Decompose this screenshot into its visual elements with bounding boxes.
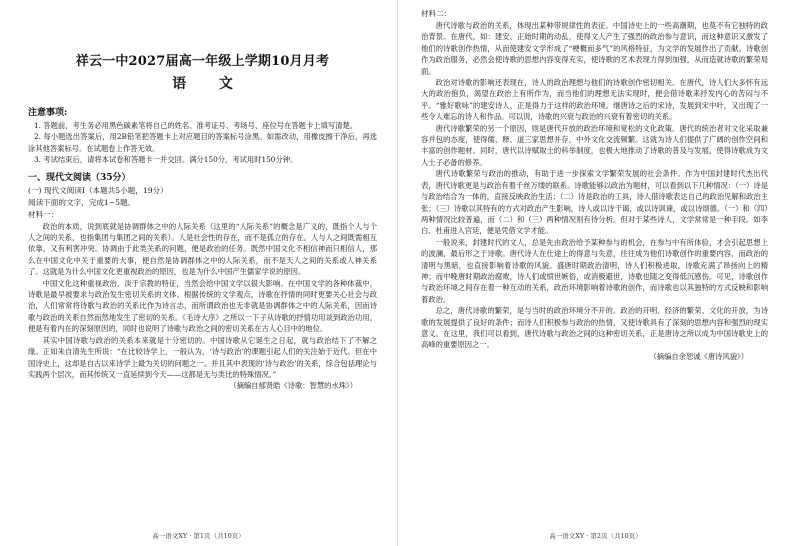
notice-block: [28, 107, 377, 166]
page-footer-right: 高一语文XY · 第2页（共10页）: [549, 532, 642, 540]
material-2-citation: （摘编自余恕诚《唐诗风貌》）: [649, 351, 748, 361]
material-1-paragraph: 其实中国诗歌与政治的关系本来就是十分密切的。中国诗歌从它诞生之日起，就与政治结下了不解之缘。正如朱自清先生所说：“在比较诗学上，一般认为，‘诗与政治’的课题引起人们的关注始于近代。但在中国诗史上，这却是自古以来诗学上最为关切的问题之一。并且其中表现的‘诗与政治’的关系，综合包括理论与实践两个层次，而其传统又一直延续到今天——这都是无与类比的特殊情况。”: [28, 335, 377, 379]
material-2-paragraph: 一般说来，封建时代的文人，总是先由政治给予某种参与的机会，在参与中有所体验，才会引起思想上的波澜，最后形之于诗歌。唐代诗人在仕途上的得意与失意，往往成为他们诗歌创作的重要内容，而政治的清明与黑暗，也直接影响着诗歌的风貌。盛唐时期政治清明，诗人们积极进取，诗歌充满了昂扬向上的精神；而中晚唐时期政治腐败，诗人们或愤世嫉俗，或消极避世，诗歌也随之变得低沉感伤。可见，诗歌创作与政治环境之间存在着一种互动的关系，政治环境影响着诗歌的创作，而诗歌也以其独特的方式反映和影响着政治。: [421, 237, 768, 304]
exam-title: 祥云一中2027届高一年级上学期10月月考: [75, 54, 330, 69]
material-2-paragraph: 总之，唐代诗歌的繁荣，是与当时的政治环境分不开的。政治的开明、经济的繁荣、文化的开放，为诗歌的发展提供了良好的条件；而诗人们积极参与政治的热情，又使诗歌具有了深刻的思想内容和强烈的现实意义。在这里，我们可以看到，唐代诗歌与政治之间的这种密切关系，正是唐诗之所以成为中国诗歌史上的高峰的重要原因之一。: [421, 306, 768, 350]
notice-item-2: 2. 每小题选出答案后，用2B铅笔把答题卡上对应题目的答案标号涂黑。如需改动，用橡皮擦干净后，再选涂其他答案标号。在试题卷上作答无效。: [28, 132, 377, 153]
material-1-citation: （摘编自郁贤皓《诗歌：智慧的水珠》）: [229, 381, 357, 391]
material-2-paragraph: 政治对诗歌的影响还表现在，诗人的政治理想与他们的诗歌创作密切相关。在唐代，诗人们大多怀有远大的政治抱负，渴望在政治上有所作为，而当他们的理想无法实现时，便会借诗歌来抒发内心的苦闷与不平。“雅好歌咏”的建安诗人，正是得力于这样的政治环境。继唐诗之后的宋诗，发展到宋中叶，又出现了一些令人难忘的诗人和作品。可以说，诗歌的兴衰与政治的兴衰有着密切的关系。: [421, 78, 768, 122]
material-1-paragraph: 政治的本质，说到底就是协调群体之中的人际关系（这里的“人际关系”的概念是广义的，既指个人与个人之间的关系，也指集团与集团之间的关系）。人是社会性的存在，而不是孤立的存在。人与人之间既需相互依靠，又有利害冲突。协调由于此类关系的问题，便是政治的任务。既然中国文化不相信神而只相信人，那么在中国文化中关于重要的大事，便自然是协调群体之中的人际关系，而不是天人之间的关系或人神关系了。这就是为什么中国文化更重视政治的原因，也是为什么中国产生儒家学说的原因。: [28, 221, 377, 277]
material-2-paragraph: 唐代诗歌繁荣与政治的推动，有助于进一步探索文学繁荣发展的社会条件。作为中国封建时代杰出代表，唐代诗歌更是与政治有着千丝万缕的联系。诗歌能够以政治为题材，可以看到以下几种情况：（一）诗是与政治结合为一体的，直接反映政治生活；（二）诗是政治的工具，诗人借诗歌表达自己的政治见解和政治主张；（三）诗歌以其特有的方式对政治产生影响，诗人或以诗干谒，或以诗讽谏，或以诗颂德。（一）和（四）两种情况比较普遍，而（二）和（三）两种情况则有待分析。但对于某些诗人，文学常常是一种手段。如李白、杜甫进入宫廷，便是凭借文学才能。: [421, 169, 768, 236]
material-2-paragraph: 唐代诗歌繁荣的另一个原因，则是唐代开放的政治环境和宽松的文化政策。唐代的统治者对文化采取兼容并包的态度，使得儒、释、道三家思想并存，中外文化交流频繁。这就为诗人们提供了广阔的创作空间和丰富的创作题材。同时，唐代以诗赋取士的科举制度，也极大地推动了诗歌的普及与发展，使得诗歌成为文人士子必备的修养。: [421, 123, 768, 167]
notice-heading: 注意事项:: [28, 108, 68, 118]
material-1-paragraph: 中国文化这种重视政治、淡于宗教的特征，当然会给中国文学以很大影响。在中国文学的各种体裁中，诗歌是最早被要求与政治发生密切关系的文体。根据传统的文学观点，诗歌在抒情的同时更要关心社会与政治，人们常常将诗歌与政治的关系比作为诗言志，而所谓政治也无非就是协调群体之中的人际关系，因而诗歌与政治的关系自然而然地发生了密切的关系。《毛诗大序》之所以一下子从诗歌的抒情功用谈到政治功用，便是有着内在的深刻原因的，同时也说明了诗歌与政治之间的密切关系在古人心目中的地位。: [28, 278, 377, 334]
exam-subject: 语 文: [172, 76, 247, 92]
subsection-heading: (一) 现代文阅读Ⅰ（本题共5小题，19分）: [28, 185, 168, 195]
notice-item-3: 3. 考试结束后，请将本试卷和答题卡一并交回。满分150分，考试用时150分钟。: [34, 155, 298, 165]
section-heading: 一、现代文阅读（35分）: [28, 172, 131, 183]
material-2-paragraph: 唐代诗歌与政治的关系，体现出某种带规律性的表征。中国诗史上的一些高潮期，也莫不有它独特的政治背景。在唐代，如：建安、正始时期的动乱，使得文人产生了强烈的政治参与意识，而这种意识又激发了他们的诗歌创作热情，从而使建安文学形成了“梗概而多气”的风格特征，为文学的发展作出了贡献。诗歌创作为政治服务，必然会使诗歌的思想内容变得充实，使诗歌的艺术表现力得到加强，从而造就诗歌的繁荣局面。: [421, 21, 768, 76]
material-1-label: 材料一：: [28, 209, 59, 219]
page-footer-left: 高一语文XY · 第1页（共10页）: [152, 532, 245, 540]
reading-instruction: 阅读下面的文字，完成1~5题。: [28, 197, 136, 207]
notice-item-1: 1. 答题前，考生务必用黑色碳素笔将自己的姓名、准考证号、考场号、座位号在答题卡上填写清楚。: [34, 121, 358, 130]
material-2-label: 材料二：: [421, 9, 452, 18]
exam-page-right: [397, 0, 794, 546]
